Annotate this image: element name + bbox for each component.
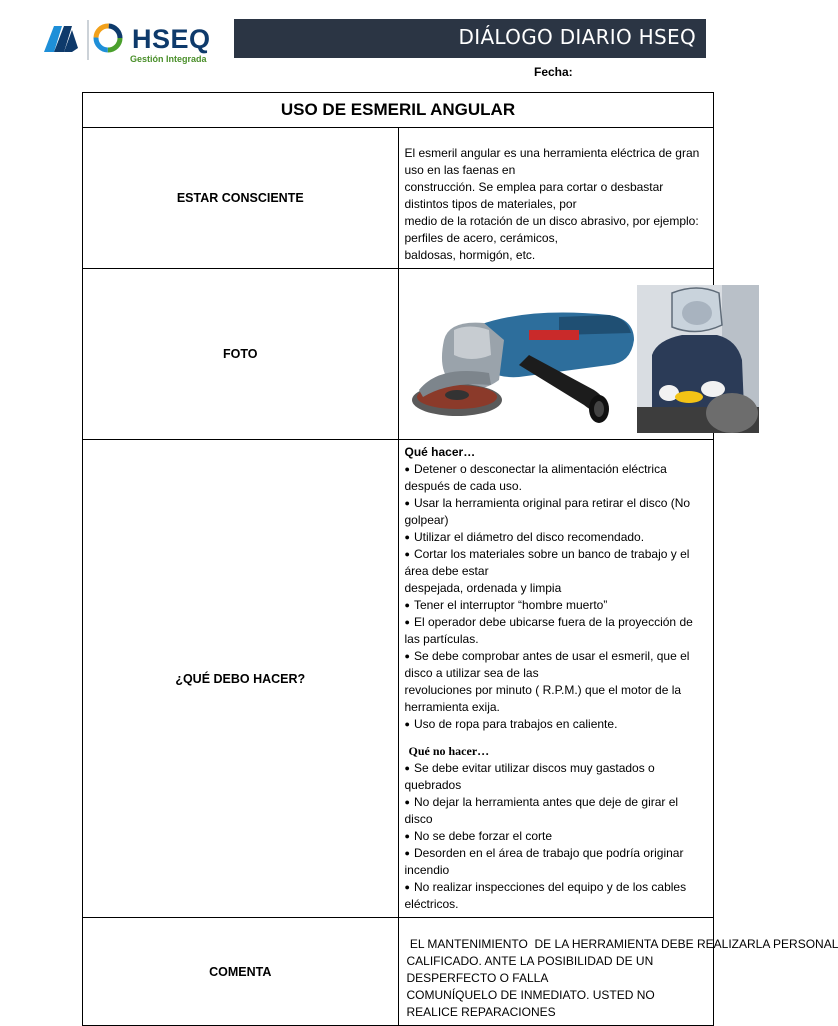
logo-name: HSEQ xyxy=(132,24,211,54)
list-item: ● Desorden en el área de trabajo que podría originar incendio xyxy=(405,845,708,879)
label-estar-consciente: ESTAR CONSCIENTE xyxy=(83,128,399,269)
list-item: ● Cortar los materiales sobre un banco de trabajo y el área debe estar xyxy=(405,546,708,580)
text-line: CALIFICADO. ANTE LA POSIBILIDAD DE UN DESPERFECTO O FALLA xyxy=(406,954,654,985)
row-comenta xyxy=(83,918,714,1026)
label-foto: FOTO xyxy=(83,269,399,440)
list-item: ● Detener o desconectar la alimentación eléctrica después de cada uso. xyxy=(405,461,708,495)
table-title: USO DE ESMERIL ANGULAR xyxy=(83,93,714,128)
comenta-text xyxy=(398,918,838,1026)
list-item: ● Se debe comprobar antes de usar el esmeril, que el disco a utilizar sea de las xyxy=(405,648,708,682)
list-item: ● El operador debe ubicarse fuera de la proyección de las partículas. xyxy=(405,614,708,648)
list-item: ● Uso de ropa para trabajos en caliente. xyxy=(405,716,708,733)
consciente-text xyxy=(398,128,714,269)
que-hacer-list xyxy=(405,461,708,733)
company-logo xyxy=(42,18,212,68)
logo-subtitle: Gestión Integrada xyxy=(130,54,207,64)
fecha-label: Fecha: xyxy=(534,65,573,79)
text-line: EL MANTENIMIENTO DE LA HERRAMIENTA DEBE REALIZARLA PERSONAL xyxy=(406,937,838,951)
text-line: baldosas, hormigón, etc. xyxy=(404,248,536,262)
list-item: ● Usar la herramienta original para retirar el disco (No golpear) xyxy=(405,495,708,529)
list-item-continuation: revoluciones por minuto ( R.P.M.) que el motor de la herramienta exija. xyxy=(404,683,682,714)
foto-cell xyxy=(398,269,714,440)
logo-mark-icon xyxy=(42,18,132,68)
worker-grinding-image xyxy=(637,285,759,433)
label-comenta: COMENTA xyxy=(83,918,399,1026)
list-item-continuation: despejada, ordenada y limpia xyxy=(404,581,562,595)
list-item: ● No realizar inspecciones del equipo y de los cables eléctricos. xyxy=(405,879,708,913)
text-line: El esmeril angular es una herramienta eléctrica de gran uso en las faenas en xyxy=(404,146,700,177)
que-no-hacer-list xyxy=(405,760,708,913)
angle-grinder-image xyxy=(409,285,639,435)
list-item: ● Tener el interruptor “hombre muerto” xyxy=(405,597,708,614)
dialog-table xyxy=(82,92,838,1026)
list-item: ● Se debe evitar utilizar discos muy gastados o quebrados xyxy=(405,760,708,794)
que-debo-hacer-content xyxy=(398,440,714,918)
text-line: COMUNÍQUELO DE INMEDIATO. USTED NO REALICE REPARACIONES xyxy=(406,988,655,1019)
list-item: ● No se debe forzar el corte xyxy=(405,828,708,845)
que-no-hacer-heading: Qué no hacer… xyxy=(408,744,490,758)
row-foto xyxy=(83,269,714,440)
list-item: ● No dejar la herramienta antes que deje de girar el disco xyxy=(405,794,708,828)
header-banner xyxy=(234,19,706,58)
que-hacer-heading: Qué hacer… xyxy=(404,445,476,459)
label-que-debo-hacer: ¿QUÉ DEBO HACER? xyxy=(83,440,399,918)
row-estar-consciente xyxy=(83,128,714,269)
row-que-debo-hacer xyxy=(83,440,714,918)
banner-title: DIÁLOGO DIARIO HSEQ xyxy=(458,25,696,49)
text-line: construcción. Se emplea para cortar o desbastar distintos tipos de materiales, por xyxy=(404,180,664,211)
text-line: medio de la rotación de un disco abrasivo, por ejemplo: perfiles de acero, cerámicos, xyxy=(404,214,699,245)
list-item: ● Utilizar el diámetro del disco recomendado. xyxy=(405,529,708,546)
